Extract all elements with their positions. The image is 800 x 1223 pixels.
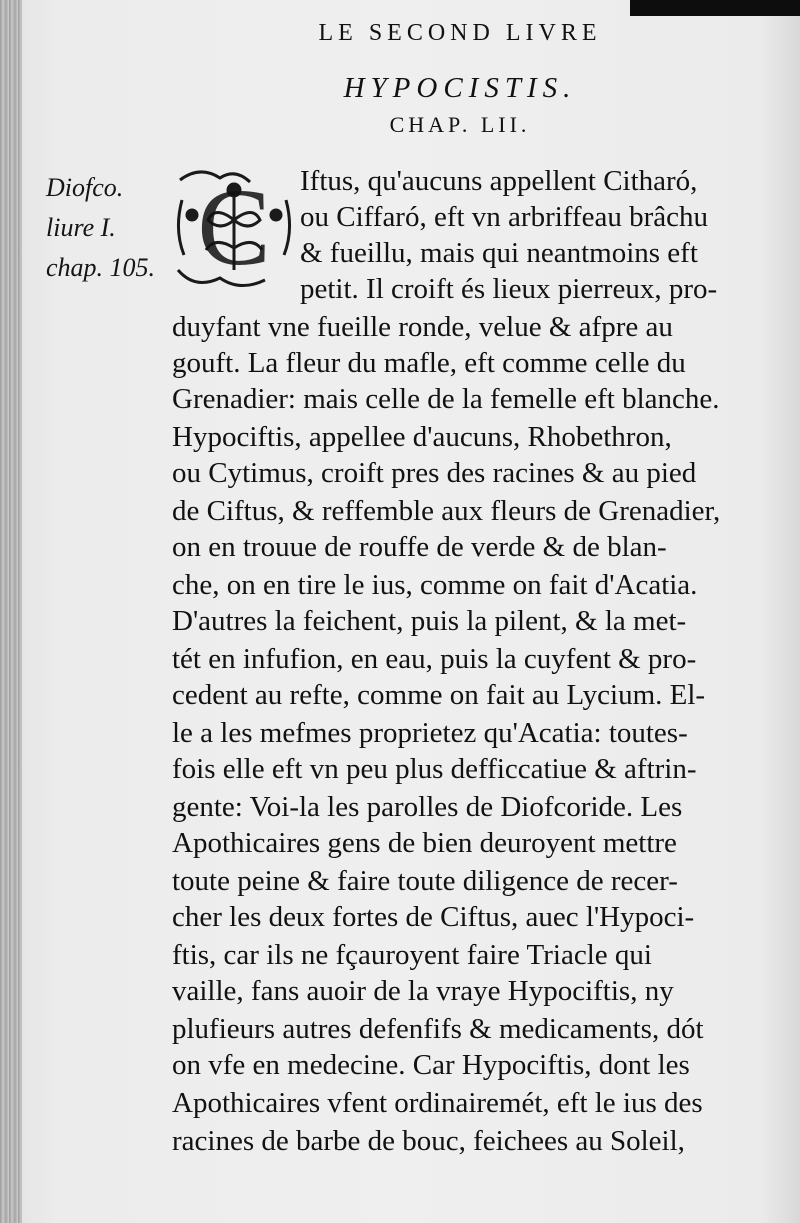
text-line: racines de barbe de bouc, feichees au Soleil,	[172, 1125, 685, 1157]
text-line: gouft. La fleur du mafle, eft comme celle du	[172, 347, 686, 379]
text-line: on vfe en medecine. Car Hypociftis, dont les	[172, 1049, 690, 1081]
text-line: toute peine & faire toute diligence de recer-	[172, 865, 678, 897]
text-line: plufieurs autres defenfifs & medicaments, dót	[172, 1013, 704, 1045]
chapter-number: CHAP. LII.	[389, 112, 531, 137]
text-line: fois elle eft vn peu plus defficcatiue & aftrin-	[172, 753, 697, 785]
text-line: de Ciftus, & reffemble aux fleurs de Grenadier,	[172, 495, 721, 527]
margin-note-line: chap. 105.	[46, 253, 156, 282]
text-line: gente: Voi-la les parolles de Diofcoride. Les	[172, 791, 683, 823]
chapter-title: HYPOCISTIS.	[343, 72, 577, 104]
running-head: LE SECOND LIVRE	[318, 20, 602, 46]
text-line: Apothicaires gens de bien deuroyent mettre	[172, 827, 677, 859]
text-line: cedent au refte, comme on fait au Lycium. El-	[172, 679, 706, 711]
margin-note-line: Diofco.	[46, 173, 124, 202]
text-line: petit. Il croift és lieux pierreux, pro-	[300, 273, 718, 305]
text-line: & fueillu, mais qui neantmoins eft	[300, 237, 698, 269]
text-line: che, on en tire le ius, comme on fait d'Acatia.	[172, 569, 698, 601]
text-line: Grenadier: mais celle de la femelle eft blanche.	[172, 383, 720, 415]
text-line: cher les deux fortes de Ciftus, auec l'Hypoci-	[172, 901, 695, 933]
text-line: le a les mefmes proprietez qu'Acatia: toutes-	[172, 717, 688, 749]
text-line: on en trouue de rouffe de verde & de blan-	[172, 531, 667, 563]
text-line: ou Cytimus, croift pres des racines & au pied	[172, 457, 697, 489]
text-line: Hypociftis, appellee d'aucuns, Rhobethron,	[172, 421, 672, 453]
text-line: Iftus, qu'aucuns appellent Citharó,	[300, 165, 698, 197]
margin-note-line: liure I.	[46, 213, 116, 242]
text-line: tét en infufion, en eau, puis la cuyfent & pro-	[172, 643, 697, 675]
text-line: ou Ciffaró, eft vn arbriffeau brâchu	[300, 201, 708, 233]
text-line: duyfant vne fueille ronde, velue & afpre au	[172, 311, 673, 343]
text-line: vaille, fans auoir de la vraye Hypociftis, ny	[172, 975, 674, 1007]
text-line: Apothicaires vfent ordinairemét, eft le ius des	[172, 1087, 703, 1119]
text-line: D'autres la feichent, puis la pilent, & la met-	[172, 605, 687, 637]
initial-letter: C	[197, 166, 271, 288]
text-line: ftis, car ils ne fçauroyent faire Triacle qui	[172, 939, 652, 971]
